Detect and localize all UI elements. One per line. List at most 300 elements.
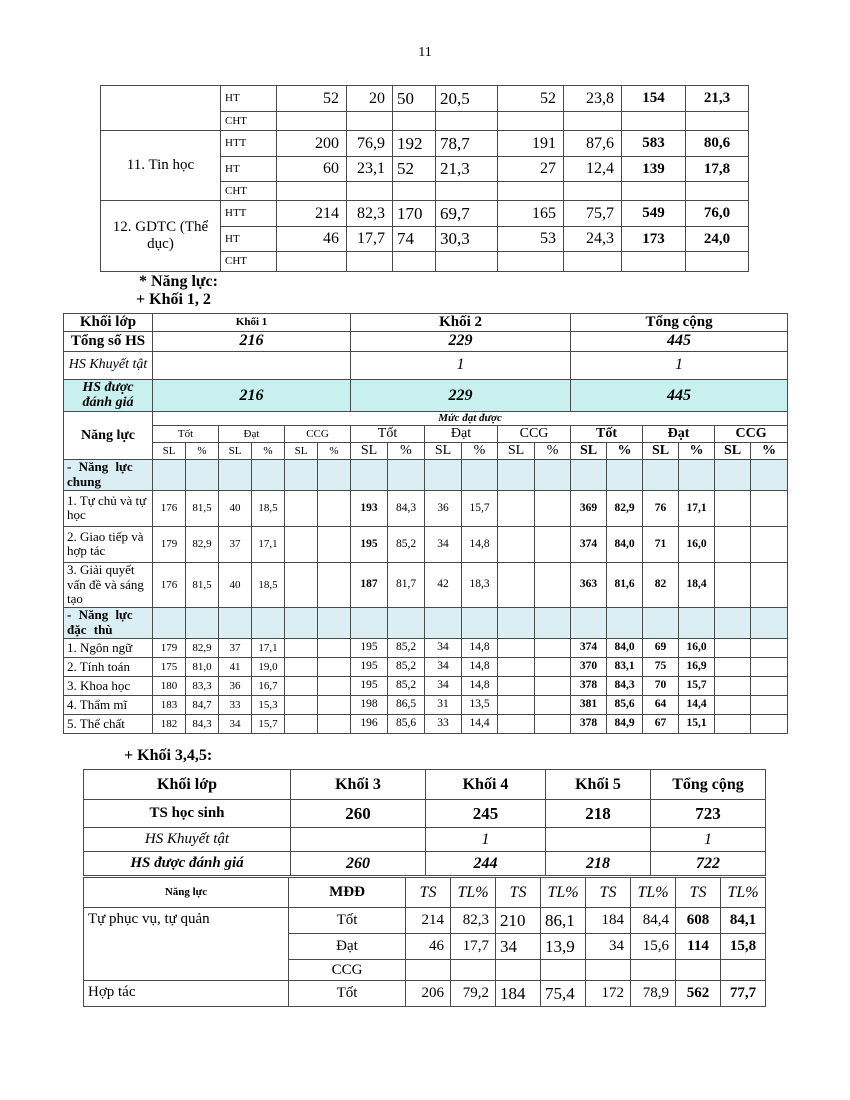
table-cell <box>436 252 498 272</box>
table-row <box>64 607 788 638</box>
table-cell: 84,3 <box>186 714 219 733</box>
table-cell <box>186 607 219 638</box>
table-cell: 18,5 <box>252 562 285 607</box>
table-cell: 15,7 <box>252 714 285 733</box>
table-cell: 1 <box>571 351 788 379</box>
table-cell: 165 <box>498 201 564 227</box>
table-row <box>84 981 766 1007</box>
column-header-cell: Khối 5 <box>546 770 651 800</box>
column-header-cell: Đạt <box>219 426 285 443</box>
table-cell <box>631 960 676 981</box>
table-cell <box>498 607 535 638</box>
table-cell <box>498 459 535 490</box>
subject-cell: Tự phục vụ, tự quản <box>84 908 289 981</box>
column-header-cell: SL <box>153 443 186 460</box>
row-label-cell: 4. Thẩm mĩ <box>64 695 153 714</box>
table-row <box>64 351 788 379</box>
column-header-cell: Tốt <box>153 426 219 443</box>
table-cell <box>498 182 564 201</box>
table-cell <box>498 676 535 695</box>
column-header-cell: TL% <box>631 878 676 908</box>
table-cell: 378 <box>571 676 607 695</box>
column-header-cell: Tổng cộng <box>651 770 766 800</box>
table-cell <box>607 607 643 638</box>
column-header-cell: TS <box>586 878 631 908</box>
table-cell <box>318 607 351 638</box>
level-cell: Tốt <box>289 908 406 934</box>
table-cell <box>686 252 749 272</box>
table-cell: 15,6 <box>631 934 676 960</box>
table-cell: 1 <box>426 828 546 852</box>
table-row <box>64 490 788 526</box>
table-cell: 79,2 <box>451 981 496 1007</box>
table-cell <box>496 960 541 981</box>
table-row <box>84 828 766 852</box>
table-row <box>64 443 788 460</box>
table-cell <box>347 112 393 131</box>
table-cell <box>318 714 351 733</box>
table-cell: 81,5 <box>186 490 219 526</box>
table-cell <box>535 657 571 676</box>
table-cell: 80,6 <box>686 131 749 157</box>
table-cell: 37 <box>219 638 252 657</box>
table-cell <box>622 252 686 272</box>
table-cell <box>546 828 651 852</box>
table-cell: 218 <box>546 852 651 876</box>
column-header-cell: Đạt <box>425 426 498 443</box>
table-cell: 76,0 <box>686 201 749 227</box>
table-cell <box>498 562 535 607</box>
table-cell <box>564 182 622 201</box>
table-cell <box>318 638 351 657</box>
table-cell <box>436 182 498 201</box>
table-cell <box>643 459 679 490</box>
table-cell <box>751 607 788 638</box>
table-cell <box>252 459 285 490</box>
table-cell: 214 <box>406 908 451 934</box>
table-cell: 16,9 <box>679 657 715 676</box>
table-cell: 24,0 <box>686 227 749 252</box>
table-cell: 175 <box>153 657 186 676</box>
table-cell <box>498 695 535 714</box>
table-cell: 13,9 <box>541 934 586 960</box>
table-cell: 82,9 <box>186 638 219 657</box>
column-header-cell: TL% <box>541 878 586 908</box>
table-cell: 192 <box>393 131 436 157</box>
table-cell: 260 <box>291 800 426 828</box>
table-row <box>64 714 788 733</box>
table-cell: 195 <box>351 657 388 676</box>
column-header-cell: Tốt <box>571 426 643 443</box>
table-cell: 18,4 <box>679 562 715 607</box>
table-cell: 200 <box>277 131 347 157</box>
table-cell: 18,5 <box>252 490 285 526</box>
table-cell <box>751 714 788 733</box>
table-cell <box>571 607 607 638</box>
column-header-cell: SL <box>285 443 318 460</box>
table-cell: 17,7 <box>347 227 393 252</box>
subjects-results-table <box>100 85 749 272</box>
table-cell: 210 <box>496 908 541 934</box>
table-cell: 82 <box>643 562 679 607</box>
table-cell <box>498 490 535 526</box>
table-cell: 76 <box>643 490 679 526</box>
table-cell <box>686 112 749 131</box>
column-header-cell: CCG <box>285 426 351 443</box>
table-cell: 84,1 <box>721 908 766 934</box>
table-cell: 722 <box>651 852 766 876</box>
table-cell: 67 <box>643 714 679 733</box>
table-cell: 17,1 <box>252 526 285 562</box>
table-cell: 15,1 <box>679 714 715 733</box>
table-cell <box>318 526 351 562</box>
table-cell: 82,9 <box>607 490 643 526</box>
table-cell: 71 <box>643 526 679 562</box>
table-cell <box>285 490 318 526</box>
table-cell: 191 <box>498 131 564 157</box>
table-cell: 50 <box>393 86 436 112</box>
table-cell <box>535 526 571 562</box>
row-label-cell: 3. Khoa học <box>64 676 153 695</box>
table-cell: 170 <box>393 201 436 227</box>
table-cell: 81,5 <box>186 562 219 607</box>
table-cell <box>153 351 351 379</box>
table-cell: 583 <box>622 131 686 157</box>
table-cell: 182 <box>153 714 186 733</box>
khoi-1-2-nang-luc-table <box>63 313 788 734</box>
table-cell <box>347 182 393 201</box>
page-number: 11 <box>418 45 432 60</box>
table-cell: 33 <box>219 695 252 714</box>
table-cell: 85,2 <box>388 676 425 695</box>
table-cell: 40 <box>219 490 252 526</box>
table-cell <box>285 562 318 607</box>
row-label-cell: 1. Ngôn ngữ <box>64 638 153 657</box>
table-cell: 13,5 <box>462 695 498 714</box>
table-cell: 14,8 <box>462 676 498 695</box>
table-cell: 46 <box>406 934 451 960</box>
table-cell: 78,7 <box>436 131 498 157</box>
table-cell: 34 <box>496 934 541 960</box>
table-cell: 34 <box>425 657 462 676</box>
row-label-cell: 2. Giao tiếp và hợp tác <box>64 526 153 562</box>
column-header-cell: Khối 3 <box>291 770 426 800</box>
table-row <box>64 331 788 351</box>
table-row <box>64 562 788 607</box>
table-cell: 84,3 <box>388 490 425 526</box>
table-cell: 85,6 <box>607 695 643 714</box>
table-cell: 14,8 <box>462 526 498 562</box>
section-heading-khoi-1-2: + Khối 1, 2 <box>136 291 211 308</box>
column-header-cell: Khối 2 <box>351 314 571 332</box>
table-cell <box>285 714 318 733</box>
subject-cell: 11. Tin học <box>101 131 221 201</box>
table-cell: 21,3 <box>436 157 498 182</box>
table-cell: 14,8 <box>462 638 498 657</box>
table-row <box>64 426 788 443</box>
table-cell: 1 <box>351 351 571 379</box>
column-header-cell: % <box>607 443 643 460</box>
table-cell <box>751 695 788 714</box>
table-cell: 12,4 <box>564 157 622 182</box>
subject-cell: Hợp tác <box>84 981 289 1007</box>
column-header-cell: Đạt <box>643 426 715 443</box>
table-cell <box>751 526 788 562</box>
section-heading-khoi-3-4-5: + Khối 3,4,5: <box>124 747 213 764</box>
table-cell: 14,4 <box>679 695 715 714</box>
table-cell: 173 <box>622 227 686 252</box>
section-label-cell: - Năng lực chung <box>64 459 153 490</box>
table-cell <box>393 182 436 201</box>
table-cell: 87,6 <box>564 131 622 157</box>
table-cell: 196 <box>351 714 388 733</box>
table-cell: 21,3 <box>686 86 749 112</box>
column-header-cell: Khối lớp <box>64 314 153 332</box>
level-cell: CCG <box>289 960 406 981</box>
table-cell <box>715 490 751 526</box>
table-cell: 46 <box>277 227 347 252</box>
table-row <box>64 657 788 676</box>
level-cell: HT <box>221 157 277 182</box>
table-cell: 23,1 <box>347 157 393 182</box>
table-cell <box>721 960 766 981</box>
khoi-3-4-5-summary-table <box>83 769 766 876</box>
table-cell <box>425 459 462 490</box>
level-cell: CHT <box>221 182 277 201</box>
table-cell: 81,7 <box>388 562 425 607</box>
table-cell: 34 <box>425 676 462 695</box>
table-row <box>101 131 749 157</box>
level-cell: CHT <box>221 252 277 272</box>
table-cell: 16,0 <box>679 526 715 562</box>
table-cell: 216 <box>153 379 351 411</box>
table-row <box>64 412 788 426</box>
table-cell: 70 <box>643 676 679 695</box>
table-cell <box>751 459 788 490</box>
table-cell: 180 <box>153 676 186 695</box>
table-cell <box>277 112 347 131</box>
table-cell <box>406 960 451 981</box>
table-cell <box>186 459 219 490</box>
table-cell <box>751 638 788 657</box>
table-cell: 445 <box>571 379 788 411</box>
table-cell: 229 <box>351 379 571 411</box>
table-cell <box>351 459 388 490</box>
table-cell: 84,0 <box>607 526 643 562</box>
table-cell: 81,0 <box>186 657 219 676</box>
table-row <box>64 676 788 695</box>
table-cell <box>715 714 751 733</box>
table-cell: 42 <box>425 562 462 607</box>
table-cell: 193 <box>351 490 388 526</box>
table-cell: 75,7 <box>564 201 622 227</box>
table-row <box>84 852 766 876</box>
table-cell <box>318 676 351 695</box>
table-cell: 206 <box>406 981 451 1007</box>
table-cell <box>318 657 351 676</box>
table-cell: 723 <box>651 800 766 828</box>
level-cell: Đạt <box>289 934 406 960</box>
row-label-cell: HS Khuyết tật <box>64 351 153 379</box>
level-cell: HTT <box>221 131 277 157</box>
section-heading-nang-luc: * Năng lực: <box>139 273 218 290</box>
table-cell: 52 <box>393 157 436 182</box>
table-cell: 15,3 <box>252 695 285 714</box>
table-cell: 86,1 <box>541 908 586 934</box>
row-label-cell: 5. Thể chất <box>64 714 153 733</box>
level-cell: HT <box>221 86 277 112</box>
table-cell <box>291 828 426 852</box>
table-cell: 86,5 <box>388 695 425 714</box>
subject-cell <box>101 86 221 131</box>
table-row <box>101 86 749 112</box>
table-cell: 179 <box>153 526 186 562</box>
table-cell: 14,8 <box>462 657 498 676</box>
column-header-cell: Năng lực <box>84 878 289 908</box>
table-cell: 260 <box>291 852 426 876</box>
table-cell: 244 <box>426 852 546 876</box>
table-cell <box>715 695 751 714</box>
column-header-cell: SL <box>425 443 462 460</box>
table-cell <box>318 695 351 714</box>
row-label-cell: 2. Tính toán <box>64 657 153 676</box>
table-cell: 85,6 <box>388 714 425 733</box>
row-label-cell: HS được đánh giá <box>84 852 291 876</box>
table-cell <box>277 182 347 201</box>
table-row <box>64 638 788 657</box>
column-header-cell: TS <box>406 878 451 908</box>
column-header-cell: % <box>679 443 715 460</box>
table-cell <box>498 657 535 676</box>
table-cell <box>219 607 252 638</box>
table-cell: 229 <box>351 331 571 351</box>
column-header-cell: SL <box>351 443 388 460</box>
table-row <box>84 800 766 828</box>
table-cell <box>388 459 425 490</box>
row-label-cell: Năng lực <box>64 412 153 460</box>
table-cell: 78,9 <box>631 981 676 1007</box>
table-cell: 34 <box>219 714 252 733</box>
table-cell: 16,7 <box>252 676 285 695</box>
table-cell: 18,3 <box>462 562 498 607</box>
column-header-cell: Mức đạt được <box>153 412 788 426</box>
column-header-cell: SL <box>715 443 751 460</box>
table-cell <box>715 638 751 657</box>
table-cell <box>252 607 285 638</box>
table-cell: 445 <box>571 331 788 351</box>
column-header-cell: SL <box>219 443 252 460</box>
table-cell <box>498 526 535 562</box>
column-header-cell: TS <box>676 878 721 908</box>
table-cell: 24,3 <box>564 227 622 252</box>
table-cell <box>285 526 318 562</box>
table-cell: 195 <box>351 526 388 562</box>
column-header-cell: Khối 1 <box>153 314 351 332</box>
table-cell: 19,0 <box>252 657 285 676</box>
table-cell <box>318 459 351 490</box>
table-cell: 17,1 <box>252 638 285 657</box>
table-cell: 52 <box>498 86 564 112</box>
table-cell <box>535 607 571 638</box>
table-cell: 183 <box>153 695 186 714</box>
table-cell <box>277 252 347 272</box>
table-cell <box>285 676 318 695</box>
table-cell: 85,2 <box>388 526 425 562</box>
row-label-cell: 3. Giải quyết vấn đề và sáng tạo <box>64 562 153 607</box>
table-row <box>64 459 788 490</box>
table-row <box>101 201 749 227</box>
table-cell: 176 <box>153 490 186 526</box>
table-cell: 74 <box>393 227 436 252</box>
table-cell: 15,7 <box>462 490 498 526</box>
table-cell: 81,6 <box>607 562 643 607</box>
level-cell: HTT <box>221 201 277 227</box>
table-cell: 363 <box>571 562 607 607</box>
table-cell: 40 <box>219 562 252 607</box>
table-row <box>64 379 788 411</box>
table-cell <box>535 638 571 657</box>
table-cell: 15,8 <box>721 934 766 960</box>
table-cell: 69,7 <box>436 201 498 227</box>
table-cell: 41 <box>219 657 252 676</box>
table-cell <box>285 657 318 676</box>
table-cell: 184 <box>586 908 631 934</box>
table-cell: 82,9 <box>186 526 219 562</box>
table-cell <box>498 638 535 657</box>
column-header-cell: CCG <box>498 426 571 443</box>
table-row <box>64 695 788 714</box>
column-header-cell: % <box>388 443 425 460</box>
table-cell: 27 <box>498 157 564 182</box>
table-cell: 374 <box>571 638 607 657</box>
table-cell: 381 <box>571 695 607 714</box>
khoi-3-4-5-nang-luc-table <box>83 877 766 1007</box>
table-cell: 114 <box>676 934 721 960</box>
table-cell: 15,7 <box>679 676 715 695</box>
table-cell <box>393 112 436 131</box>
table-cell <box>535 676 571 695</box>
table-cell <box>715 526 751 562</box>
table-cell <box>462 459 498 490</box>
table-cell <box>318 562 351 607</box>
table-cell <box>498 714 535 733</box>
table-cell: 218 <box>546 800 651 828</box>
level-cell: CHT <box>221 112 277 131</box>
table-cell: 84,3 <box>607 676 643 695</box>
level-cell: HT <box>221 227 277 252</box>
table-cell: 172 <box>586 981 631 1007</box>
table-cell <box>715 676 751 695</box>
column-header-cell: % <box>462 443 498 460</box>
table-cell: 198 <box>351 695 388 714</box>
table-cell <box>686 182 749 201</box>
table-cell <box>347 252 393 272</box>
table-cell: 216 <box>153 331 351 351</box>
table-cell <box>462 607 498 638</box>
table-row <box>64 526 788 562</box>
column-header-cell: SL <box>571 443 607 460</box>
table-cell <box>153 607 186 638</box>
column-header-cell: Tốt <box>351 426 425 443</box>
table-cell: 16,0 <box>679 638 715 657</box>
table-cell: 36 <box>219 676 252 695</box>
table-cell: 369 <box>571 490 607 526</box>
table-cell <box>751 676 788 695</box>
table-cell: 77,7 <box>721 981 766 1007</box>
table-cell: 76,9 <box>347 131 393 157</box>
column-header-cell: TL% <box>721 878 766 908</box>
table-cell <box>607 459 643 490</box>
